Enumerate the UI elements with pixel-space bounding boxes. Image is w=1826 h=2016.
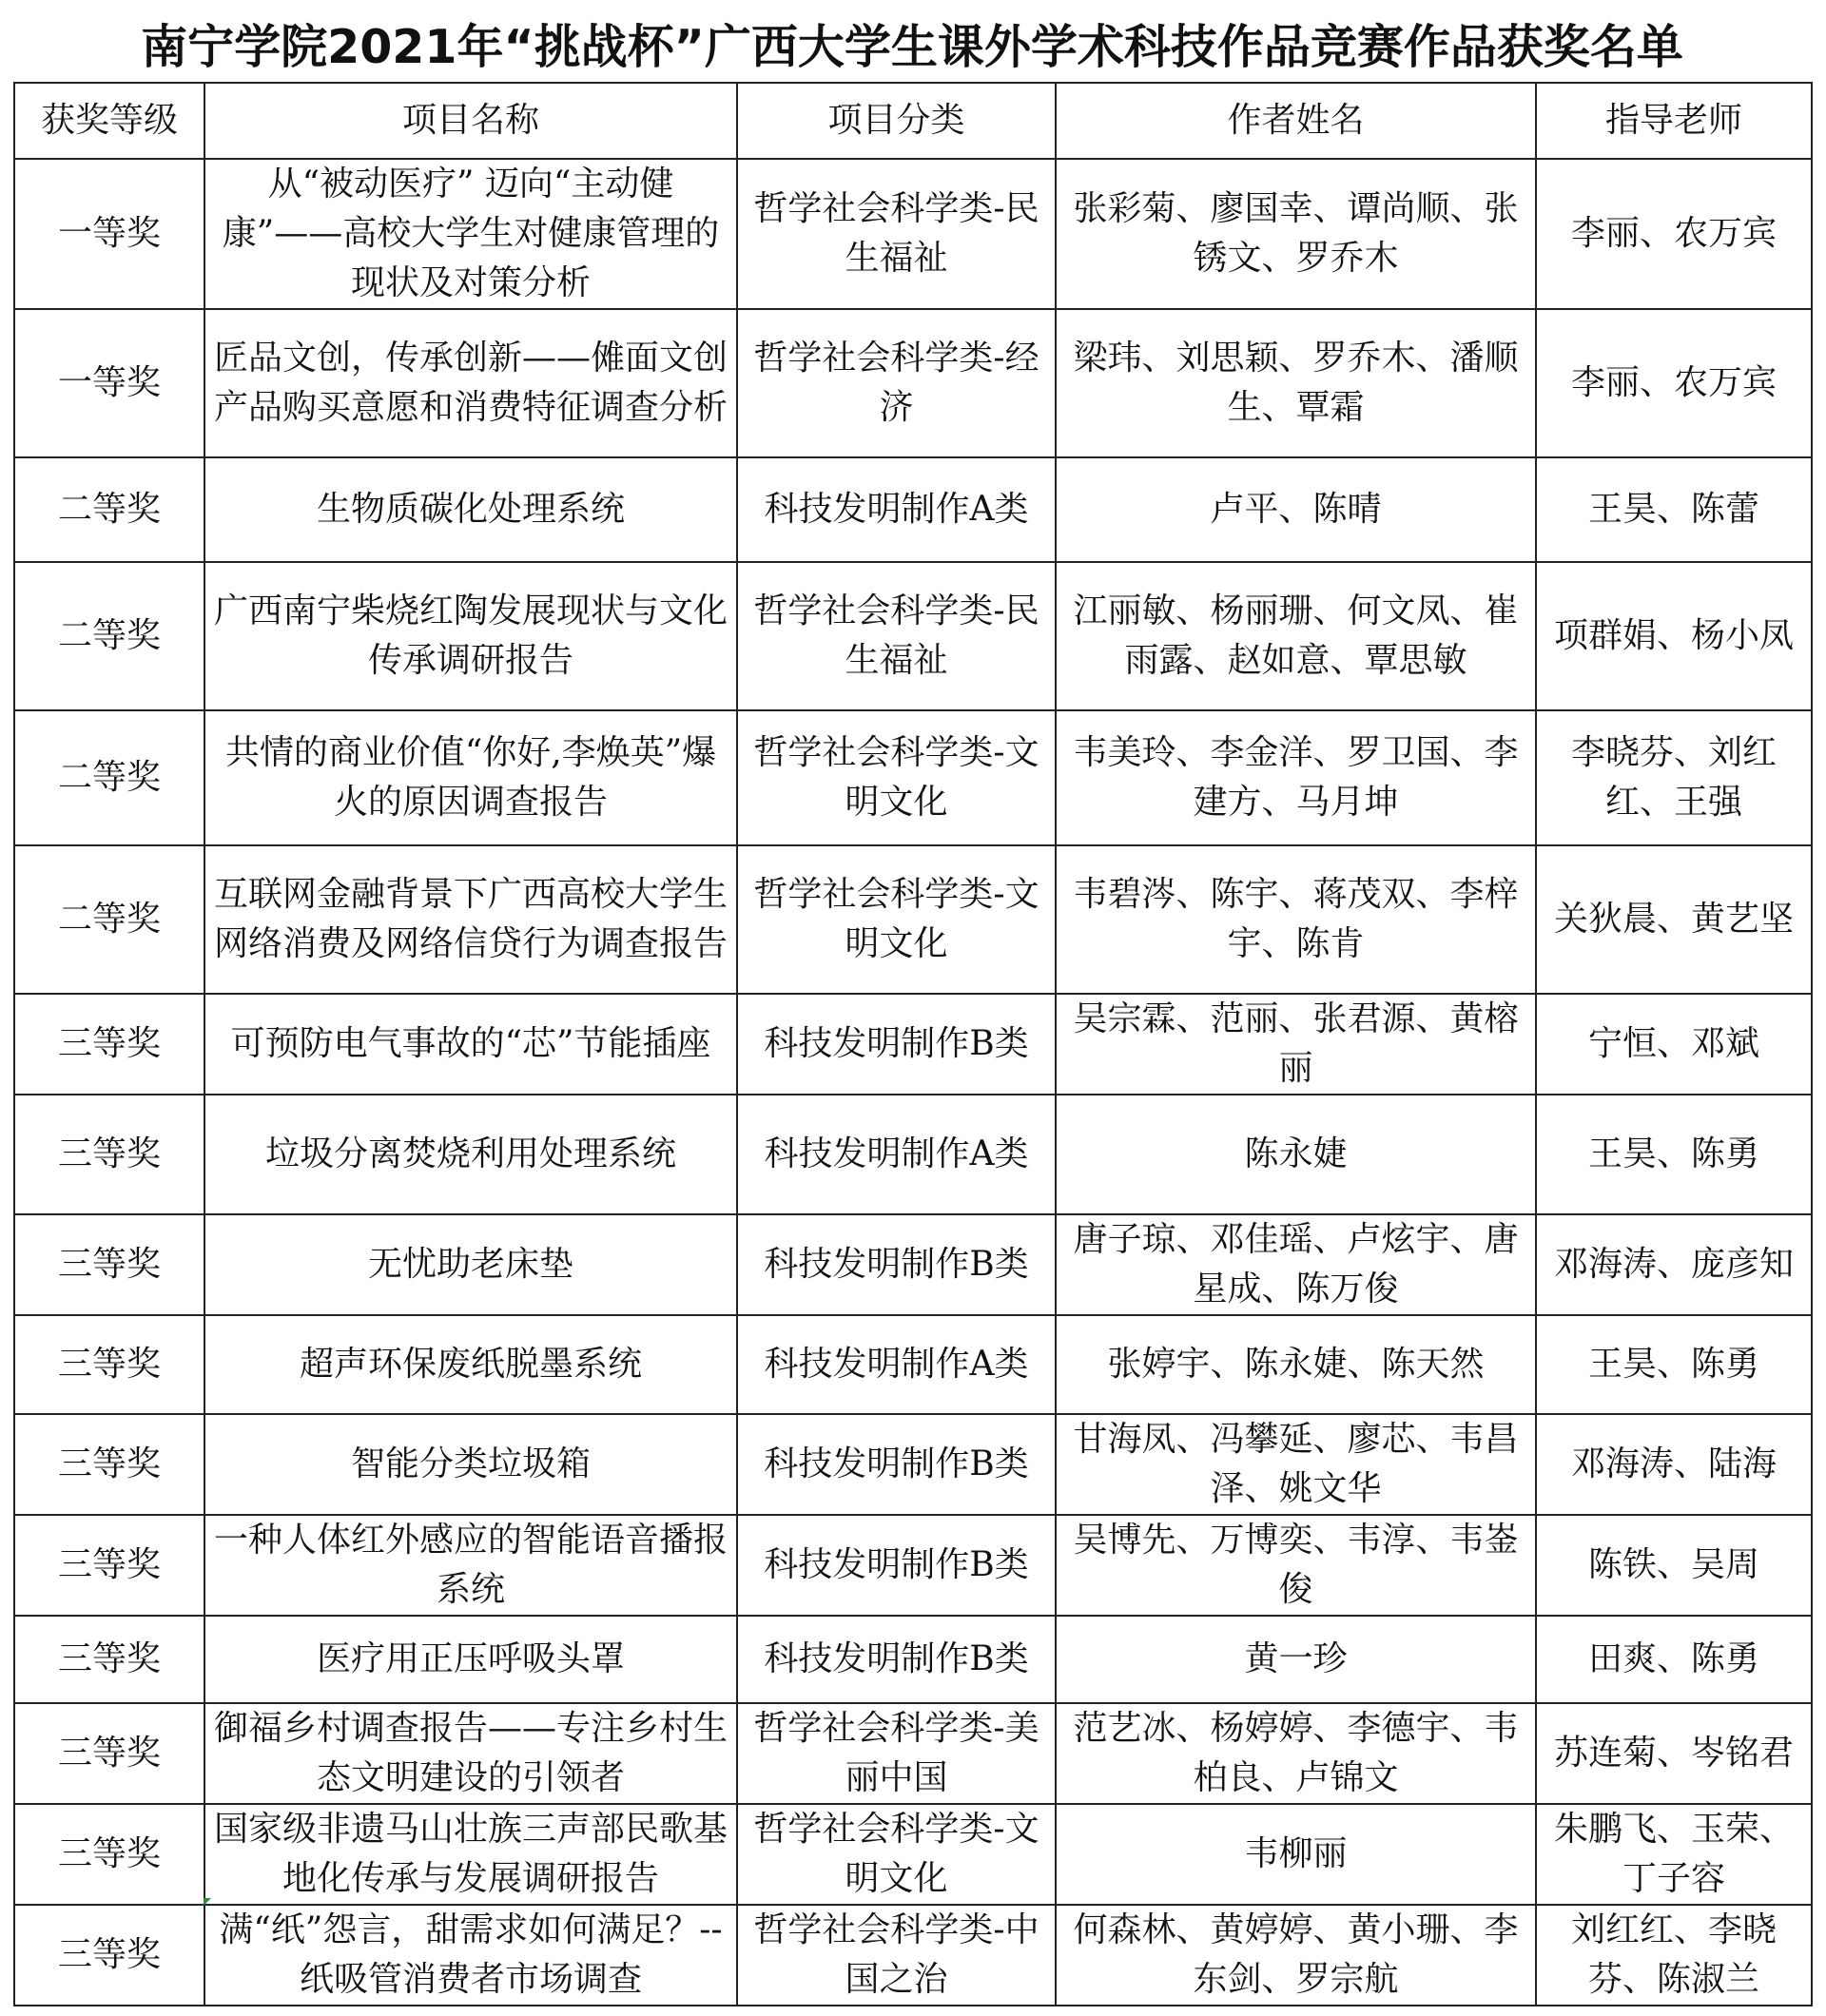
cell-level: 三等奖 — [14, 1515, 204, 1616]
cell-name: 智能分类垃圾箱 — [204, 1414, 737, 1515]
cell-category: 科技发明制作A类 — [737, 1315, 1056, 1414]
cell-category: 哲学社会科学类-文明文化 — [737, 710, 1056, 845]
cell-authors: 黄一珍 — [1056, 1616, 1536, 1703]
cell-authors: 韦碧涔、陈宇、蒋茂双、李梓宇、陈肯 — [1056, 845, 1536, 994]
cell-name: 医疗用正压呼吸头罩 — [204, 1616, 737, 1703]
cell-level: 三等奖 — [14, 1214, 204, 1315]
cell-category: 科技发明制作B类 — [737, 994, 1056, 1095]
cell-level: 三等奖 — [14, 1414, 204, 1515]
cell-advisors: 李丽、农万宾 — [1536, 309, 1812, 457]
cell-category: 哲学社会科学类-民生福祉 — [737, 159, 1056, 309]
table-row — [14, 845, 1812, 994]
cell-authors: 张婷宇、陈永婕、陈天然 — [1056, 1315, 1536, 1414]
cell-category: 哲学社会科学类-文明文化 — [737, 845, 1056, 994]
table-row — [14, 1703, 1812, 1804]
cell-name: 国家级非遗马山壮族三声部民歌基地化传承与发展调研报告 — [204, 1804, 737, 1905]
cell-level: 三等奖 — [14, 1703, 204, 1804]
cell-name: 匠品文创，传承创新——傩面文创产品购买意愿和消费特征调查分析 — [204, 309, 737, 457]
cell-advisors: 刘红红、李晓芬、陈淑兰 — [1536, 1905, 1812, 2006]
cell-category: 科技发明制作B类 — [737, 1515, 1056, 1616]
cell-authors: 梁玮、刘思颖、罗乔木、潘顺生、覃霜 — [1056, 309, 1536, 457]
cell-name: 可预防电气事故的“芯”节能插座 — [204, 994, 737, 1095]
table-row — [14, 1095, 1812, 1214]
cell-authors: 范艺冰、杨婷婷、李德宇、韦柏良、卢锦文 — [1056, 1703, 1536, 1804]
cell-level: 三等奖 — [14, 994, 204, 1095]
cell-authors: 吴宗霖、范丽、张君源、黄榕丽 — [1056, 994, 1536, 1095]
table-row — [14, 1414, 1812, 1515]
table-row — [14, 1214, 1812, 1315]
cell-level: 一等奖 — [14, 309, 204, 457]
cell-name: 互联网金融背景下广西高校大学生网络消费及网络信贷行为调查报告 — [204, 845, 737, 994]
cell-advisors: 邓海涛、陆海 — [1536, 1414, 1812, 1515]
cell-name: 广西南宁柴烧红陶发展现状与文化传承调研报告 — [204, 562, 737, 710]
cell-level: 二等奖 — [14, 457, 204, 562]
cell-level: 三等奖 — [14, 1905, 204, 2006]
cell-authors: 卢平、陈晴 — [1056, 457, 1536, 562]
cell-name: 满“纸”怨言，甜需求如何满足？--纸吸管消费者市场调查 — [204, 1905, 737, 2006]
header-advisors: 指导老师 — [1536, 83, 1812, 159]
cell-advisors: 项群娟、杨小凤 — [1536, 562, 1812, 710]
table-row — [14, 1515, 1812, 1616]
table-row — [14, 1315, 1812, 1414]
cell-authors: 韦柳丽 — [1056, 1804, 1536, 1905]
cell-advisors: 苏连菊、岑铭君 — [1536, 1703, 1812, 1804]
table-row — [14, 1804, 1812, 1905]
cell-advisors: 田爽、陈勇 — [1536, 1616, 1812, 1703]
cell-name: 共情的商业价值“你好,李焕英”爆火的原因调查报告 — [204, 710, 737, 845]
cell-level: 二等奖 — [14, 845, 204, 994]
table-row — [14, 994, 1812, 1095]
table-row — [14, 562, 1812, 710]
cell-advisors: 王昊、陈勇 — [1536, 1315, 1812, 1414]
cell-level: 二等奖 — [14, 562, 204, 710]
cell-level: 三等奖 — [14, 1315, 204, 1414]
cell-authors: 吴博先、万博奕、韦淳、韦崟俊 — [1056, 1515, 1536, 1616]
page-title: 南宁学院2021年“挑战杯”广西大学生课外学术科技作品竞赛作品获奖名单 — [141, 20, 1683, 74]
cell-advisors: 李晓芬、刘红红、王强 — [1536, 710, 1812, 845]
cell-category: 科技发明制作B类 — [737, 1414, 1056, 1515]
cell-level: 一等奖 — [14, 159, 204, 309]
table-row — [14, 457, 1812, 562]
table-row — [14, 309, 1812, 457]
cell-advisors: 朱鹏飞、玉荣、丁子容 — [1536, 1804, 1812, 1905]
header-name: 项目名称 — [204, 83, 737, 159]
cell-advisors: 关狄晨、黄艺坚 — [1536, 845, 1812, 994]
table-row — [14, 1616, 1812, 1703]
cell-name: 垃圾分离焚烧利用处理系统 — [204, 1095, 737, 1214]
cell-level: 三等奖 — [14, 1616, 204, 1703]
cell-authors: 甘海凤、冯攀延、廖芯、韦昌泽、姚文华 — [1056, 1414, 1536, 1515]
award-table — [13, 82, 1813, 2006]
cell-level: 三等奖 — [14, 1095, 204, 1214]
cell-advisors: 李丽、农万宾 — [1536, 159, 1812, 309]
table-row — [14, 1905, 1812, 2006]
cell-name: 一种人体红外感应的智能语音播报系统 — [204, 1515, 737, 1616]
cell-level: 二等奖 — [14, 710, 204, 845]
cell-advisors: 陈铁、吴周 — [1536, 1515, 1812, 1616]
cell-category: 科技发明制作A类 — [737, 1095, 1056, 1214]
cell-authors: 何森林、黄婷婷、黄小珊、李东剑、罗宗航 — [1056, 1905, 1536, 2006]
cell-category: 哲学社会科学类-中国之治 — [737, 1905, 1056, 2006]
cell-authors: 韦美玲、李金洋、罗卫国、李建方、马月坤 — [1056, 710, 1536, 845]
cell-name: 无忧助老床垫 — [204, 1214, 737, 1315]
cell-category: 哲学社会科学类-经济 — [737, 309, 1056, 457]
table-row — [14, 710, 1812, 845]
cell-name: 从“被动医疗” 迈向“主动健康”——高校大学生对健康管理的现状及对策分析 — [204, 159, 737, 309]
cell-authors: 陈永婕 — [1056, 1095, 1536, 1214]
cell-category: 哲学社会科学类-民生福祉 — [737, 562, 1056, 710]
table-row — [14, 159, 1812, 309]
cell-advisors: 王昊、陈蕾 — [1536, 457, 1812, 562]
cell-level: 三等奖 — [14, 1804, 204, 1905]
cell-category: 科技发明制作B类 — [737, 1616, 1056, 1703]
header-category: 项目分类 — [737, 83, 1056, 159]
cell-advisors: 宁恒、邓斌 — [1536, 994, 1812, 1095]
cell-category: 哲学社会科学类-文明文化 — [737, 1804, 1056, 1905]
cell-category: 科技发明制作A类 — [737, 457, 1056, 562]
cell-advisors: 邓海涛、庞彦知 — [1536, 1214, 1812, 1315]
cell-authors: 江丽敏、杨丽珊、何文凤、崔雨露、赵如意、覃思敏 — [1056, 562, 1536, 710]
cell-category: 科技发明制作B类 — [737, 1214, 1056, 1315]
cell-comment-marker-icon — [204, 1898, 211, 1906]
header-row — [14, 83, 1812, 159]
cell-authors: 唐子琼、邓佳瑶、卢炫宇、唐星成、陈万俊 — [1056, 1214, 1536, 1315]
cell-name: 御福乡村调查报告——专注乡村生态文明建设的引领者 — [204, 1703, 737, 1804]
cell-name: 生物质碳化处理系统 — [204, 457, 737, 562]
cell-authors: 张彩菊、廖国幸、谭尚顺、张锈文、罗乔木 — [1056, 159, 1536, 309]
header-authors: 作者姓名 — [1056, 83, 1536, 159]
cell-advisors: 王昊、陈勇 — [1536, 1095, 1812, 1214]
cell-name: 超声环保废纸脱墨系统 — [204, 1315, 737, 1414]
cell-category: 哲学社会科学类-美丽中国 — [737, 1703, 1056, 1804]
header-level: 获奖等级 — [14, 83, 204, 159]
